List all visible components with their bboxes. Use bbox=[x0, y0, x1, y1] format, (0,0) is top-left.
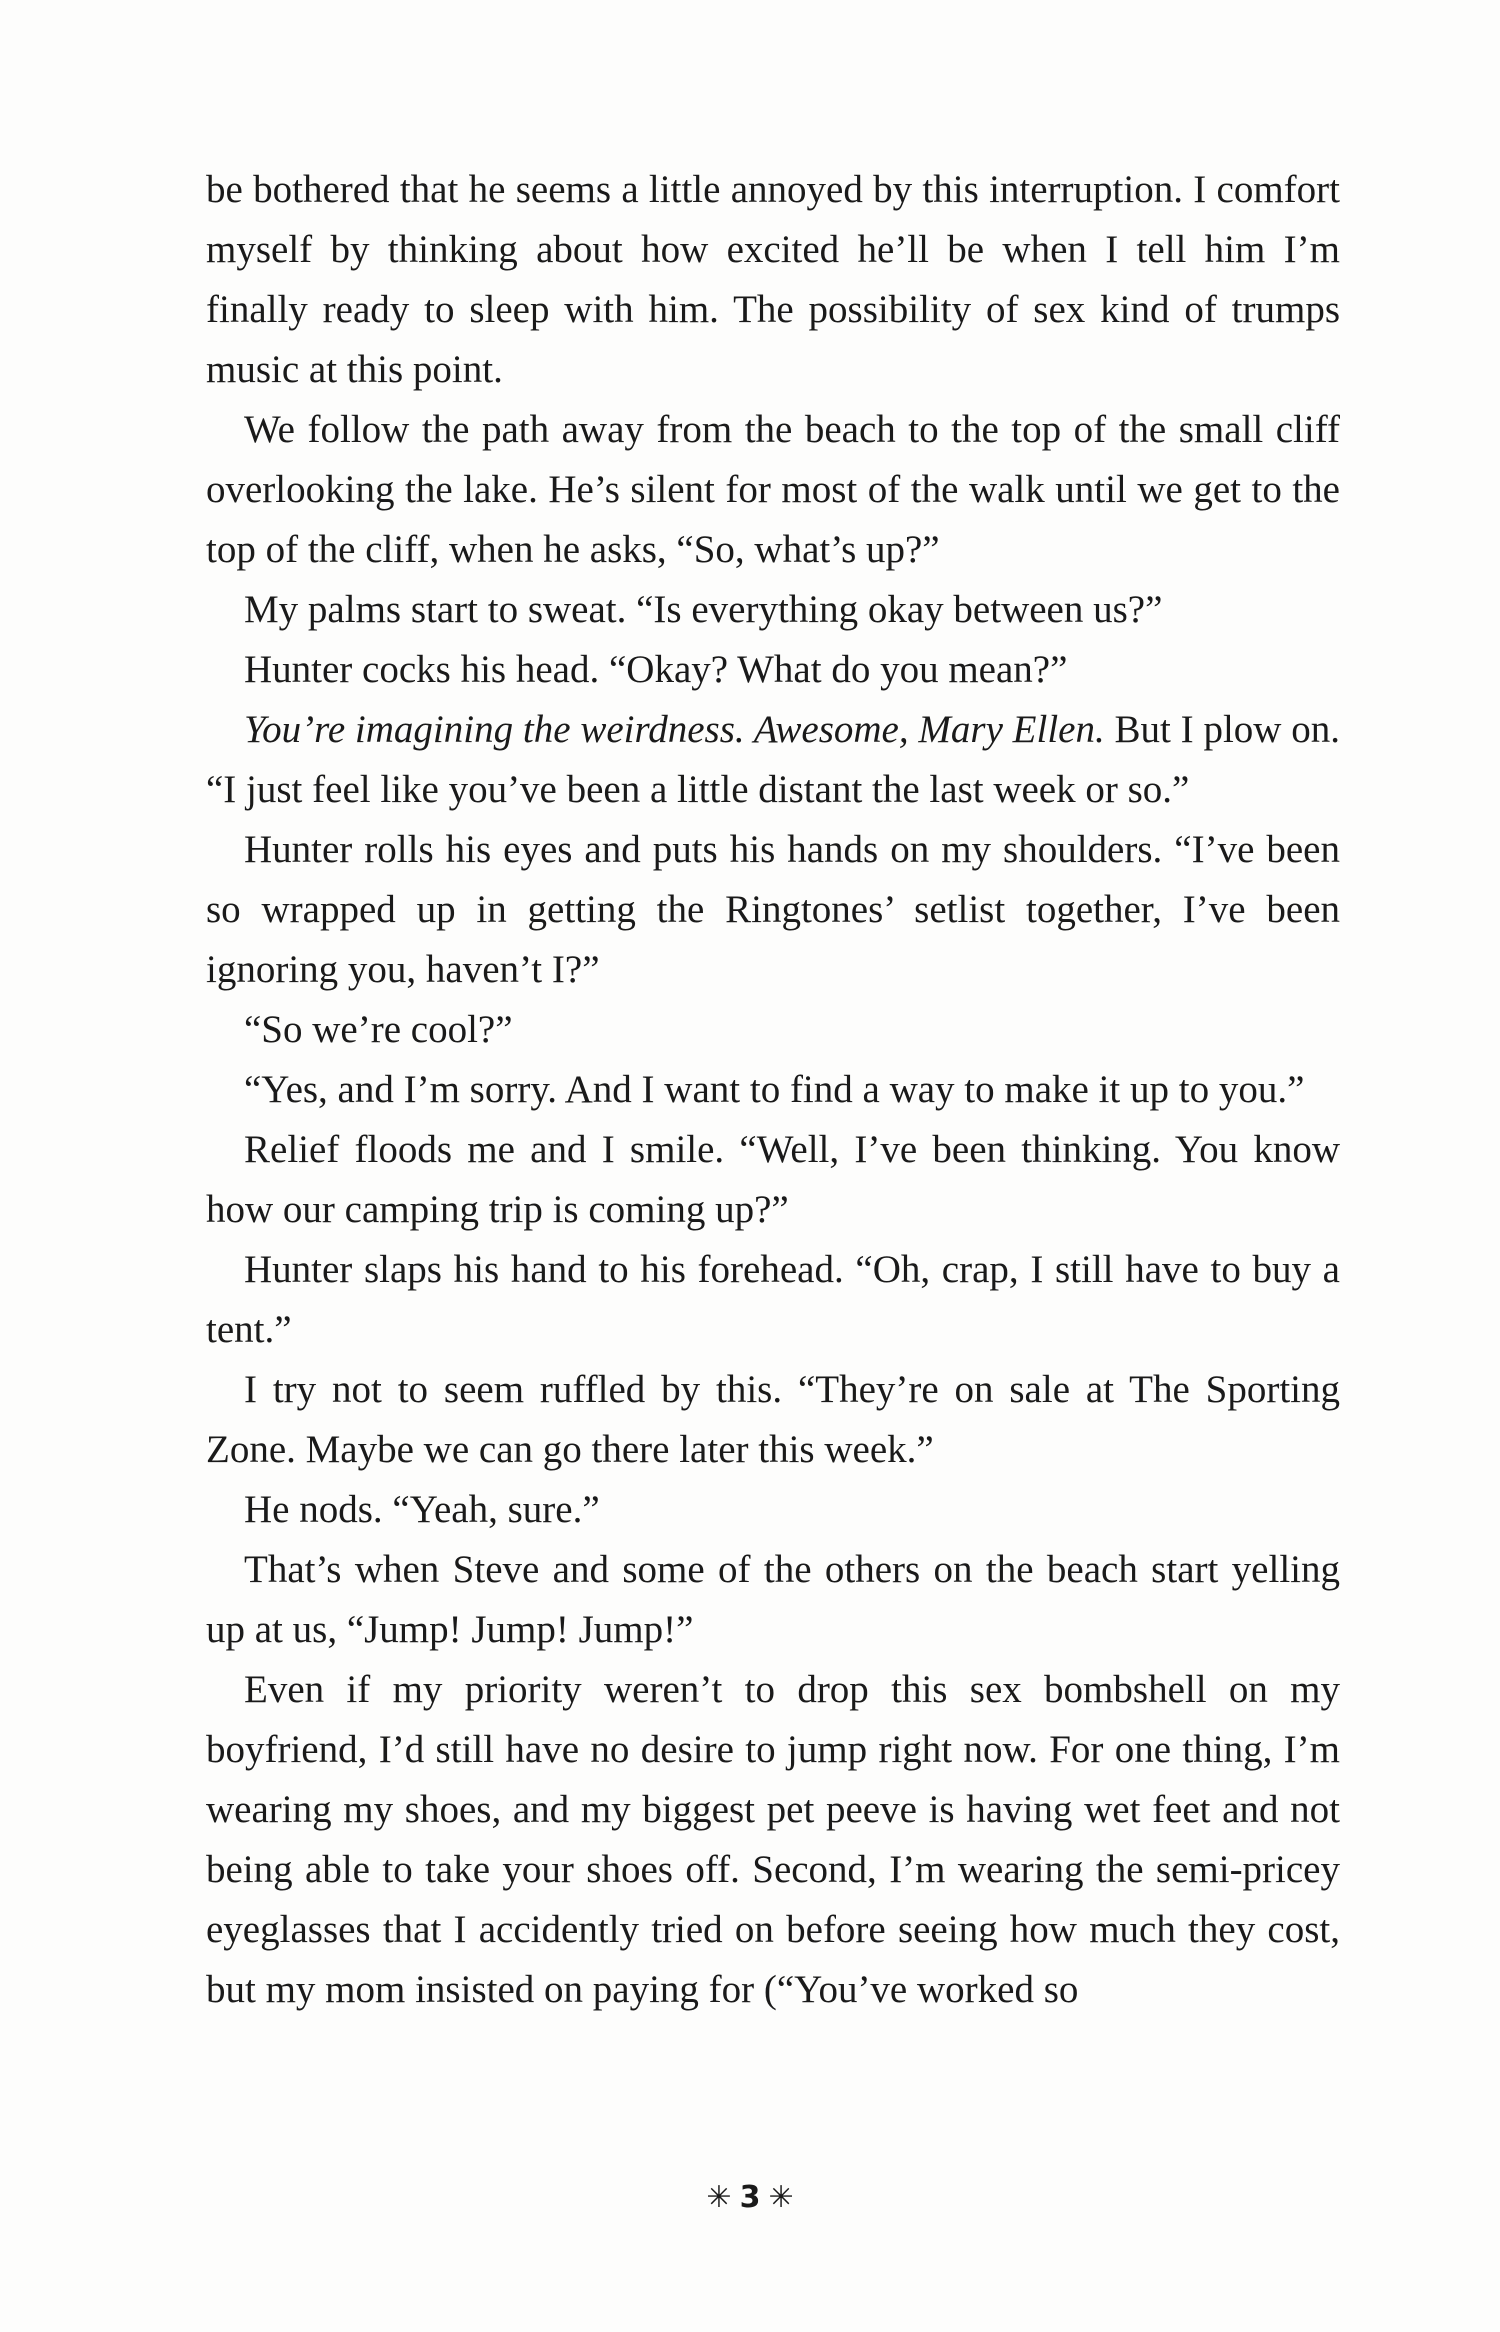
asterisk-ornament-icon: ✳ bbox=[768, 2180, 794, 2215]
asterisk-ornament-icon: ✳ bbox=[706, 2180, 732, 2215]
paragraph bbox=[206, 700, 1340, 820]
paragraph: That’s when Steve and some of the others on the beach start yelling up at us, “Jump! Jump! Jump!” bbox=[206, 1548, 1340, 1651]
body-text bbox=[206, 160, 1340, 2020]
paragraph-text: But I plow on. “I just feel like you’ve been a little distant the last week or so.” bbox=[206, 708, 1340, 811]
paragraph: Hunter cocks his head. “Okay? What do you mean?” bbox=[244, 648, 1068, 691]
paragraph: Relief floods me and I smile. “Well, I’ve been thinking. You know how our camping trip is coming up?” bbox=[206, 1128, 1340, 1231]
paragraph: We follow the path away from the beach to the top of the small cliff overlooking the lake. He’s silent for most of the walk until we get to the top of the cliff, when he asks, “So, what’s up?” bbox=[206, 408, 1340, 571]
paragraph: “Yes, and I’m sorry. And I want to find a way to make it up to you.” bbox=[244, 1068, 1305, 1111]
paragraph: He nods. “Yeah, sure.” bbox=[244, 1488, 600, 1531]
paragraph: “So we’re cool?” bbox=[244, 1008, 513, 1051]
paragraph: be bothered that he seems a little annoyed by this interruption. I comfort myself by thinking about how excited he’ll be when I tell him I’m finally ready to sleep with him. The possibility of sex kind of trumps music at this point. bbox=[206, 168, 1340, 391]
page-number-value: 3 bbox=[739, 2180, 761, 2215]
paragraph: Hunter rolls his eyes and puts his hands on my shoulders. “I’ve been so wrapped up in getting the Ringtones’ setlist together, I’ve been ignoring you, haven’t I?” bbox=[206, 828, 1340, 991]
paragraph: My palms start to sweat. “Is everything okay between us?” bbox=[244, 588, 1163, 631]
paragraph: Hunter slaps his hand to his forehead. “Oh, crap, I still have to buy a tent.” bbox=[206, 1248, 1340, 1351]
paragraph: I try not to seem ruffled by this. “They’re on sale at The Sporting Zone. Maybe we can go there later this week.” bbox=[206, 1368, 1340, 1471]
page-number bbox=[0, 2178, 1500, 2218]
italic-thought: You’re imagining the weirdness. Awesome, Mary Ellen. bbox=[244, 708, 1105, 751]
paragraph: Even if my priority weren’t to drop this sex bombshell on my boyfriend, I’d still have no desire to jump right now. For one thing, I’m wearing my shoes, and my biggest pet peeve is having wet feet and not being able to take your shoes off. Second, I’m wearing the semi-pricey eyeglasses that I accidently tried on before seeing how much they cost, but my mom insisted on paying for (“You’ve worked so bbox=[206, 1668, 1340, 2011]
